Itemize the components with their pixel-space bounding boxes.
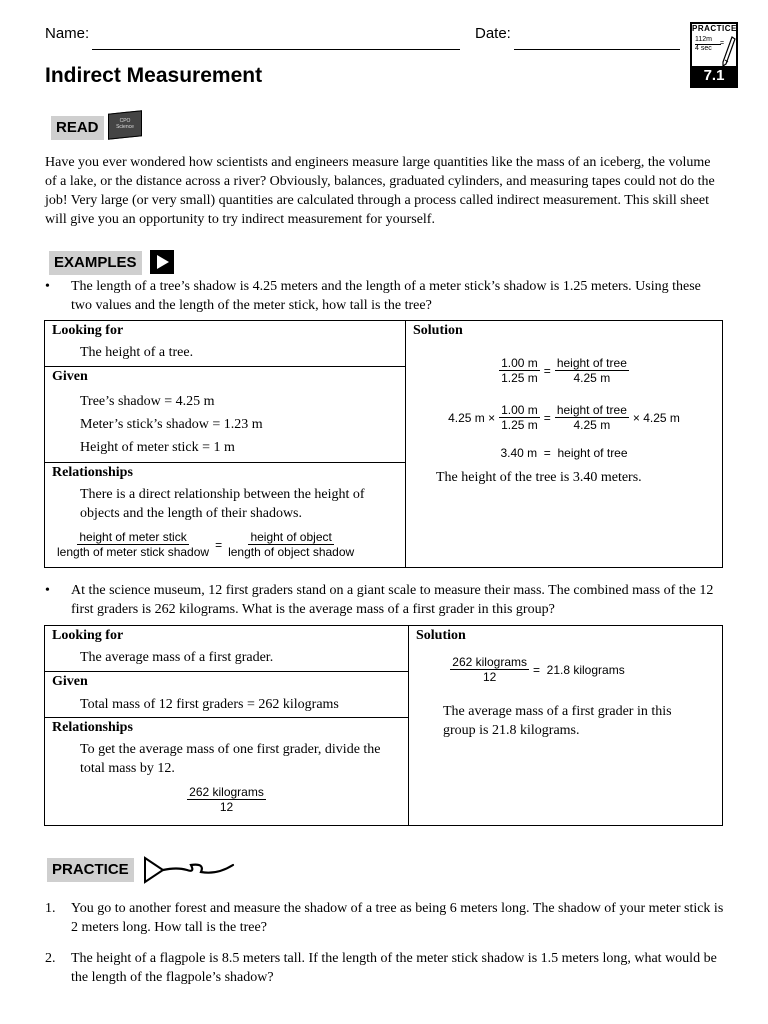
rel-frac1-den: length of meter stick shadow	[57, 545, 210, 559]
practice-item-1	[45, 899, 725, 937]
relationships-text: There is a direct relationship between the height of objects and the length of their shadows.	[80, 487, 365, 521]
solution-eq1	[406, 356, 722, 385]
relationships-heading: Relationships	[52, 720, 133, 735]
given-heading: Given	[52, 674, 88, 689]
eq1-num1: 1.00 m	[501, 356, 538, 370]
given-item: Height of meter stick = 1 m	[80, 440, 235, 455]
page-title: Indirect Measurement	[45, 64, 263, 87]
solution-cell	[409, 626, 723, 826]
play-arrow-icon	[150, 250, 174, 274]
eq2-post: × 4.25 m	[632, 410, 680, 425]
eq1-num2: height of tree	[556, 356, 627, 370]
given-item: Meter’s stick’s shadow = 1.23 m	[80, 417, 263, 432]
eq1-den2: 4.25 m	[573, 371, 611, 385]
pencil-icon	[722, 36, 736, 68]
badge-top-text: PRACTICE	[692, 24, 737, 33]
date-field[interactable]	[514, 49, 680, 50]
rel-frac2-num: height of object	[250, 530, 332, 544]
looking-for-heading: Looking for	[52, 323, 124, 338]
example2-table	[44, 625, 723, 826]
rel-num: 262 kilograms	[189, 785, 264, 799]
looking-for-heading: Looking for	[52, 628, 124, 643]
given-heading: Given	[52, 369, 88, 384]
relationships-heading: Relationships	[52, 465, 133, 480]
eq1-den1: 1.25 m	[501, 371, 538, 385]
rel-equals: =	[215, 537, 223, 552]
bullet: •	[45, 279, 50, 294]
given-item: Tree’s shadow = 4.25 m	[80, 394, 215, 409]
looking-for-text: The average mass of a first grader.	[80, 650, 274, 665]
practice-item-2	[45, 949, 725, 987]
example1-question-text: The length of a tree’s shadow is 4.25 meters and the length of a meter stick’s shadow is 1.25 meters. Using these two values and the length of the meter stick, how tall is the tree?	[71, 279, 701, 313]
read-paragraph: Have you ever wondered how scientists and engineers measure large quantities like the mass of an iceberg, the volume of a lake, or the distance across a river? Obviously, balances, graduated cylinders, and measuring tapes could not do the job! Very large (or very small) quantities are calculated through a process called indirect measurement. This skill sheet will give you an opportunity to try indirect measurement for yourself.	[45, 155, 715, 227]
date-label: Date:	[475, 25, 511, 42]
looking-for-text: The height of a tree.	[80, 345, 194, 360]
practice-text: The height of a flagpole is 8.5 meters tall. If the length of the meter stick shadow is 1.5 meters long, what would be the length of the flagpole’s shadow?	[71, 951, 717, 985]
solution-heading: Solution	[413, 323, 463, 338]
name-field[interactable]	[92, 49, 460, 50]
badge-number: 7.1	[692, 66, 736, 86]
solution-answer: The height of the tree is 3.40 meters.	[436, 470, 642, 485]
sol-den: 12	[482, 670, 497, 684]
book-icon	[108, 110, 144, 140]
relationship-formula	[45, 785, 408, 814]
relationship-formula	[45, 530, 405, 559]
badge-ratio	[695, 36, 721, 53]
book-label: CPO Science	[116, 118, 134, 130]
sol-result: = 21.8 kilograms	[532, 662, 625, 677]
eq2-equals: =	[543, 410, 551, 425]
eq2-num1: 1.00 m	[501, 403, 538, 417]
example2-question	[45, 581, 725, 619]
read-tag: READ	[51, 116, 104, 140]
example1-question	[45, 277, 725, 315]
eq2-num2: height of tree	[556, 403, 627, 417]
given-list	[45, 386, 405, 462]
relationships-text: To get the average mass of one first grader, divide the total mass by 12.	[80, 742, 381, 776]
practice-number: 2.	[45, 951, 56, 966]
example2-question-text: At the science museum, 12 first graders stand on a giant scale to measure their mass. The combined mass of the 12 first graders is 262 kilograms. What is the average mass of a first grader in this group?	[71, 583, 714, 617]
badge-eq: =	[720, 40, 725, 47]
practice-badge	[690, 22, 738, 88]
rel-frac1-num: height of meter stick	[79, 530, 187, 544]
practice-number: 1.	[45, 901, 56, 916]
example1-table	[44, 320, 723, 568]
eq2-den1: 1.25 m	[501, 418, 538, 432]
solution-heading: Solution	[416, 628, 466, 643]
name-label: Name:	[45, 25, 90, 42]
badge-ratio-den: 4 sec	[695, 45, 712, 52]
practice-text: You go to another forest and measure the shadow of a tree as being 6 meters long. The shadow of your meter stick is 2 meters long. How tall is the tree?	[71, 901, 724, 935]
given-text: Total mass of 12 first graders = 262 kilograms	[80, 697, 339, 712]
solution-cell	[406, 321, 723, 568]
eq1-equals: =	[543, 363, 551, 378]
solution-eq3: 3.40 m = height of tree	[500, 446, 628, 460]
bullet: •	[45, 583, 50, 598]
eq2-pre: 4.25 m ×	[448, 410, 496, 425]
solution-answer: The average mass of a first grader in this group is 21.8 kilograms.	[443, 704, 672, 738]
solution-eq2	[406, 403, 722, 432]
pencil-scribble-icon	[143, 855, 235, 885]
badge-ratio-num: 112m	[695, 36, 721, 45]
sol-num: 262 kilograms	[452, 655, 527, 669]
examples-tag: EXAMPLES	[49, 251, 142, 275]
practice-tag: PRACTICE	[47, 858, 134, 882]
eq2-den2: 4.25 m	[573, 418, 611, 432]
rel-frac2-den: length of object shadow	[228, 545, 355, 559]
rel-den: 12	[219, 800, 234, 814]
